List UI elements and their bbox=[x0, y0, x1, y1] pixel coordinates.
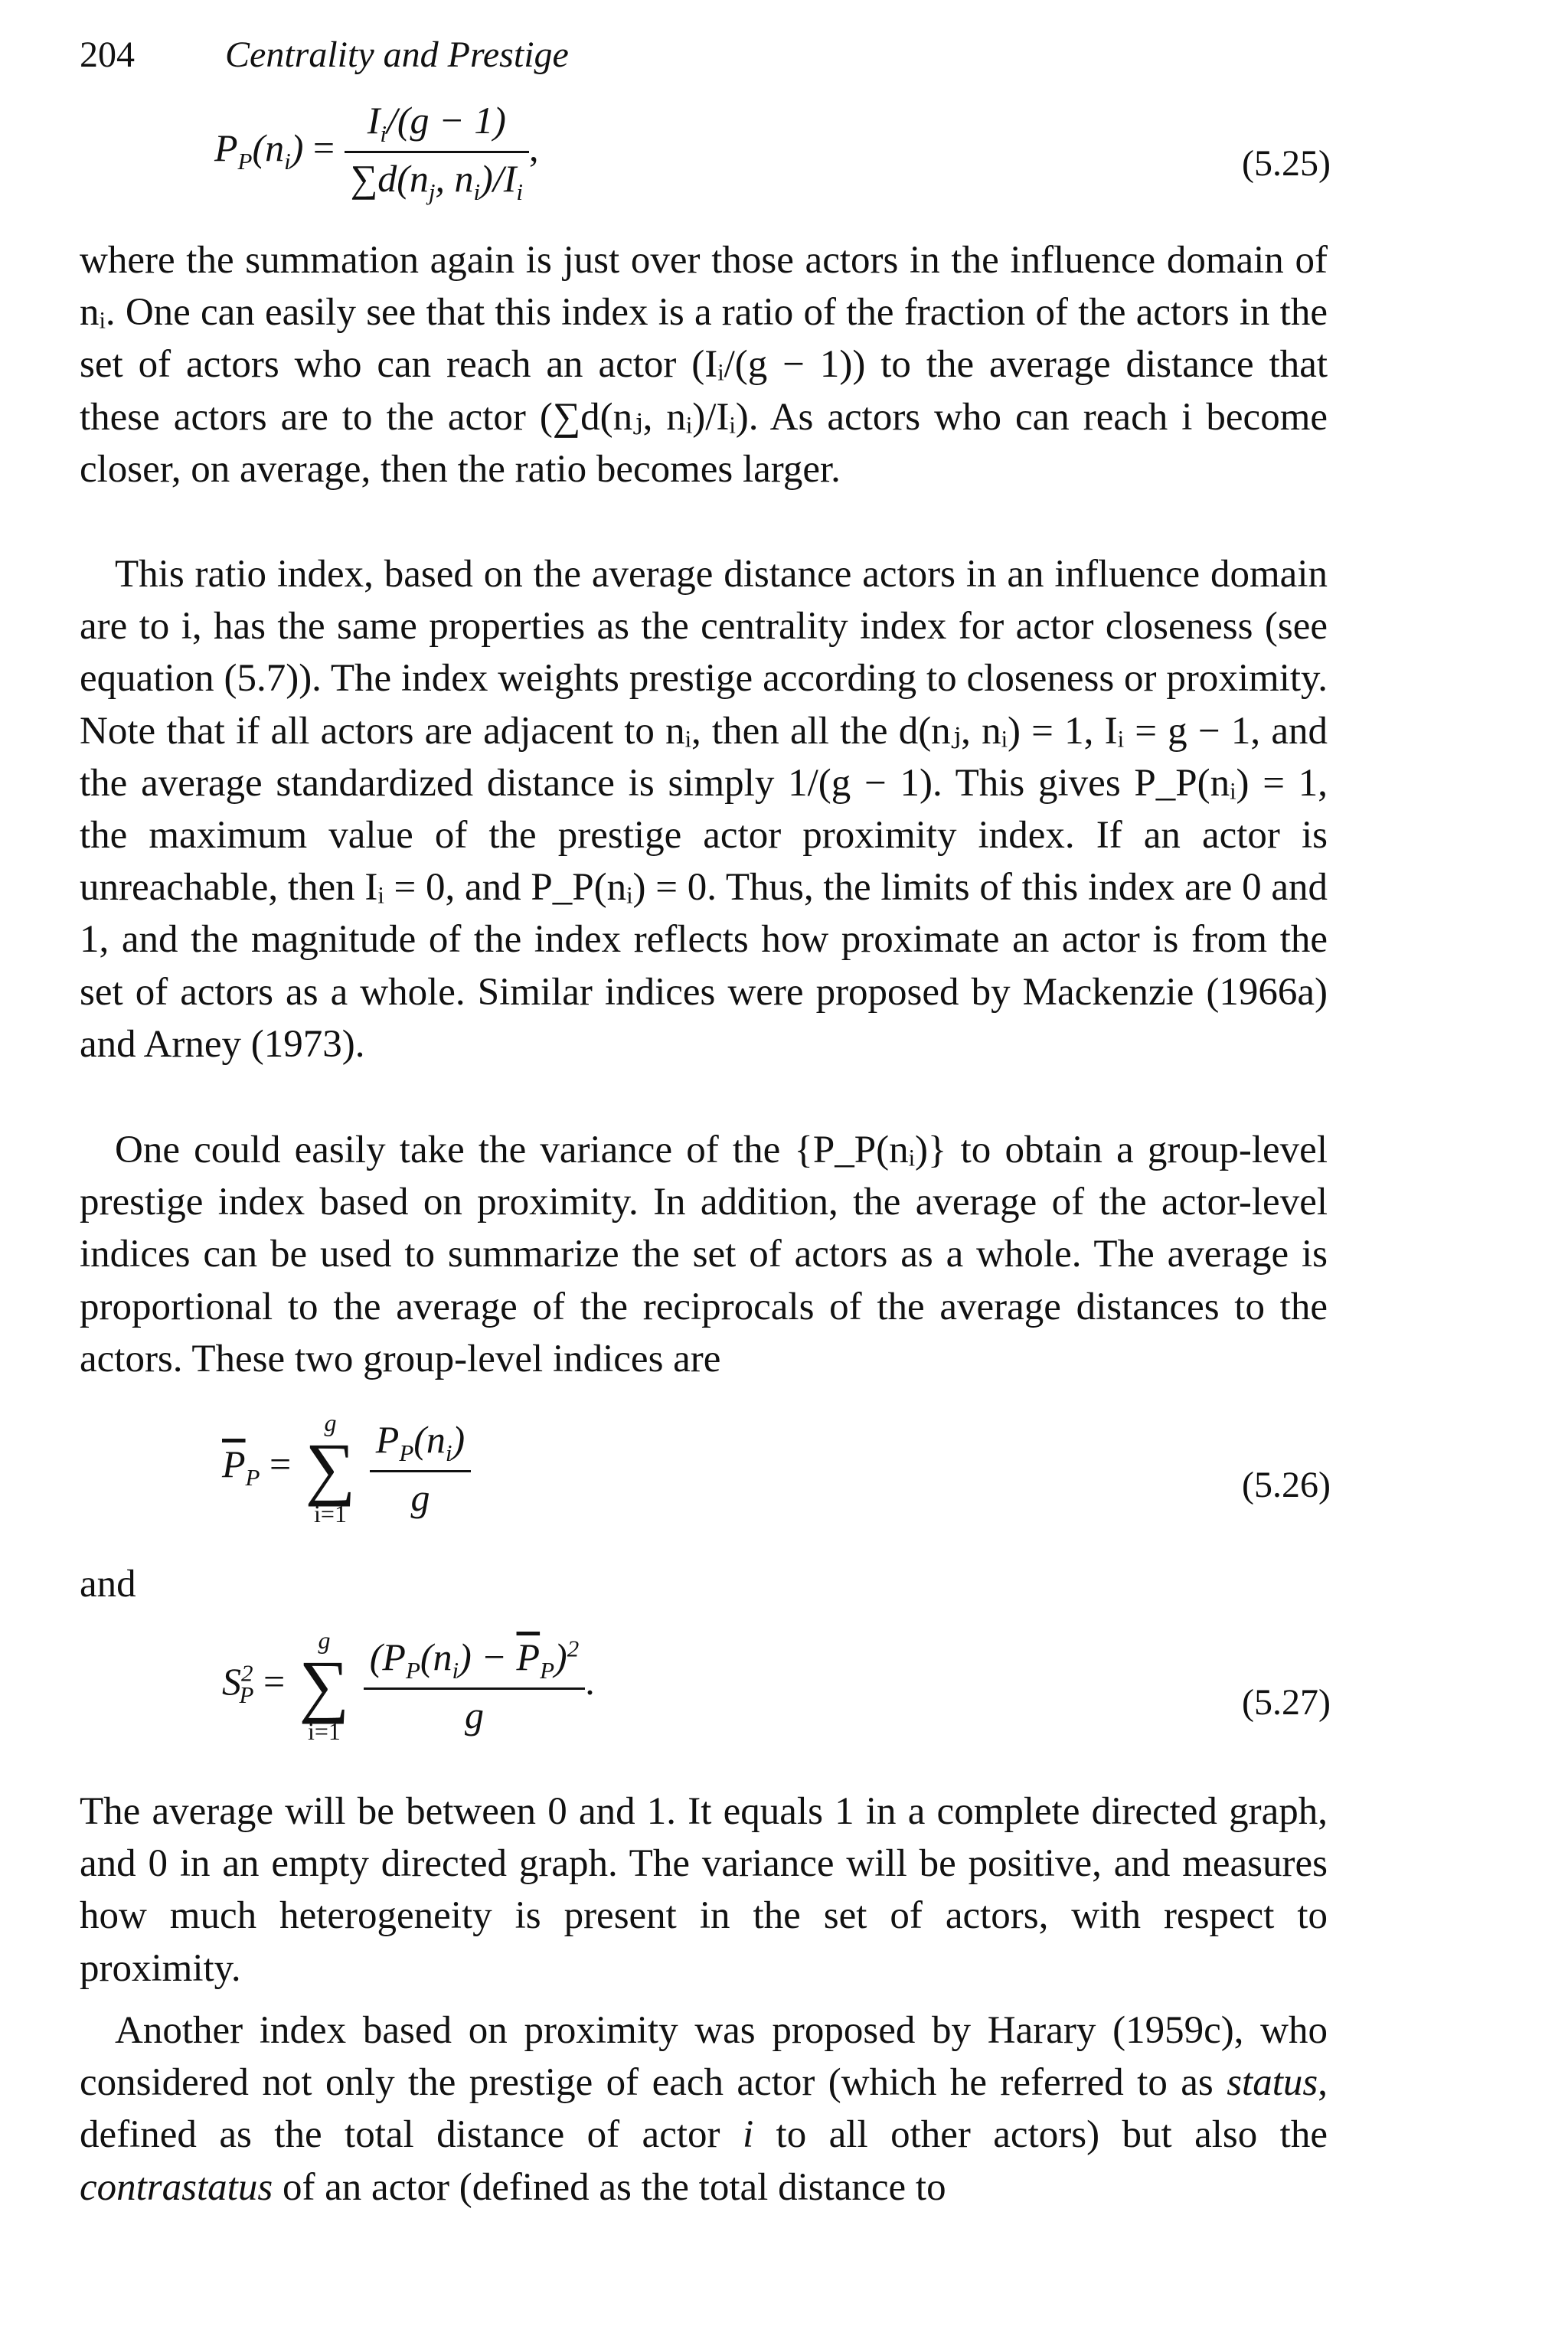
term-contrastatus: contrastatus bbox=[80, 2165, 273, 2209]
equation-number: (5.26) bbox=[1242, 1465, 1331, 1505]
eq525-denominator: $\sum d(n_j$, $n_i)/I_i$ bbox=[350, 157, 523, 205]
eq525-lhs: $P_P(n_i)$ bbox=[214, 126, 304, 175]
page-number: 204 bbox=[80, 34, 135, 75]
term-status: status bbox=[1227, 2061, 1318, 2105]
connector-word: and bbox=[80, 1563, 136, 1606]
paragraph-1: where the summation again is just over those actors in the influence domain of nᵢ. One can easily see that this index is a ratio of the fraction of the actors in the set of actors who can reach an actor (Iᵢ/(g − 1)) to the average distance that these actors are to the actor (∑d(nⱼ, nᵢ)/Iᵢ). As actors who can reach i become closer, on average, then the ratio becomes larger. bbox=[80, 239, 1328, 491]
eq526-denominator: g bbox=[410, 1475, 430, 1519]
eq525-numerator: $I_i/(g - 1)$ bbox=[345, 98, 529, 153]
eq526-numerator: $P_P(n_i)$ bbox=[370, 1417, 471, 1472]
eq527-lhs: $S^2_P$ bbox=[222, 1659, 254, 1709]
book-page: 204 Centrality and Prestige $P_P(n_i)$ = $\frac{I_i/(g - 1)}{\sum d(n_j, n_i)/I_i}$ , (5.25) where the summation again is just over those actors in the influence domain of nᵢ. One can easily see that this index is a ratio of the fraction of the actors in the set of actors who can reach an actor (Iᵢ/(g − 1)) to the average distance that these actors are to the actor (∑d(nⱼ, nᵢ)/Iᵢ). As actors who can reach i become closer, on average, then the ratio becomes larger. This ratio index, based on the average distance actors in an influence domain are to i, has the same properties as the centrality index for actor closeness (see equation (5.7)). The index weights prestige according to closeness or proximity. Note that if all actors are adjacent to nᵢ, then all the d(nⱼ, nᵢ) = 1, Iᵢ = g − 1, and the average standardized distance is simply 1/(g − 1). This gives P_P(nᵢ) = 1, the maximum value of the prestige actor proximity index. If an actor is unreachable, then Iᵢ = 0, and P_P(nᵢ) = 0. Thus, the limits of this index are 0 and 1, and the magnitude of the index reflects how proximate an actor is from the set of actors as a whole. Similar indices were proposed by Mackenzie (1966a) and Arney (1973). One could easily take the variance of the {P_P(nᵢ)} to obtain a group-level prestige index based on proximity. In addition, the average of the actor-level indices can be used to summarize the set of actors as a whole. The average is proportional to the average of the reciprocals of the average distances to the actors. These two group-level indices are $\overline{P}_P$ = g ∑ i=1 $\frac{P_P(n_i)}{g}$ (5.26) and $S^2_P$ = g ∑ i=1 $\frac{(P_P(n_i) - \overline{P}_P)^2}{g}$ . (5.27) The average will be between 0 and 1. It equals 1 in a complete directed graph, and 0 in an empty directed graph. The variance will be positive, and measures how much heterogeneity is present in the set of actors, with respect to proximity. Another index based on proximity was proposed by Harary (1959c), who considered not only the prestige of each actor (which he referred to as status, defined as the total distance of actor i to all other actors) but also the contrastatus of an actor (defined as the total distance to bbox=[0, 0, 1568, 2336]
summation-symbol: g ∑ i=1 bbox=[305, 1409, 356, 1528]
eq526-lhs: $\overline{P}_P$ bbox=[222, 1442, 260, 1491]
summation-symbol: g ∑ i=1 bbox=[299, 1626, 350, 1746]
running-title: Centrality and Prestige bbox=[225, 34, 569, 75]
paragraph-4: The average will be between 0 and 1. It equals 1 in a complete directed graph, and 0 in an empty directed graph. The variance will be positive, and measures how much heterogeneity is present in the set of actors, with respect to proximity. bbox=[80, 1790, 1328, 1990]
equation-number: (5.27) bbox=[1242, 1682, 1331, 1723]
paragraph-2: This ratio index, based on the average distance actors in an influence domain are to i, has the same properties as the centrality index for actor closeness (see equation (5.7)). The index weights prestige according to closeness or proximity. Note that if all actors are adjacent to nᵢ, then all the d(nⱼ, nᵢ) = 1, Iᵢ = g − 1, and the average standardized distance is simply 1/(g − 1). This gives P_P(nᵢ) = 1, the maximum value of the prestige actor proximity index. If an actor is unreachable, then Iᵢ = 0, and P_P(nᵢ) = 0. Thus, the limits of this index are 0 and 1, and the magnitude of the index reflects how proximate an actor is from the set of actors as a whole. Similar indices were proposed by Mackenzie (1966a) and Arney (1973). bbox=[80, 553, 1328, 1066]
eq526-fraction bbox=[370, 1417, 471, 1520]
paragraph-5: Another index based on proximity was proposed by Harary (1959c), who considered not only the prestige of each actor (which he referred to as status, defined as the total distance of actor i to all other actors) but also the contrastatus of an actor (defined as the total distance to bbox=[80, 2009, 1328, 2209]
eq527-fraction bbox=[364, 1635, 585, 1737]
eq527-denominator: g bbox=[464, 1693, 484, 1736]
paragraph-3: One could easily take the variance of the {P_P(nᵢ)} to obtain a group-level prestige index based on proximity. In addition, the average of the actor-level indices can be used to summarize the set of actors as a whole. The average is proportional to the average of the reciprocals of the average distances to the actors. These two group-level indices are bbox=[80, 1129, 1328, 1380]
eq525-fraction bbox=[345, 98, 529, 206]
equation-number: (5.25) bbox=[1242, 143, 1331, 184]
eq527-numerator: $(P_P(n_i) - \overline{P}_P)^2$ bbox=[364, 1635, 585, 1690]
